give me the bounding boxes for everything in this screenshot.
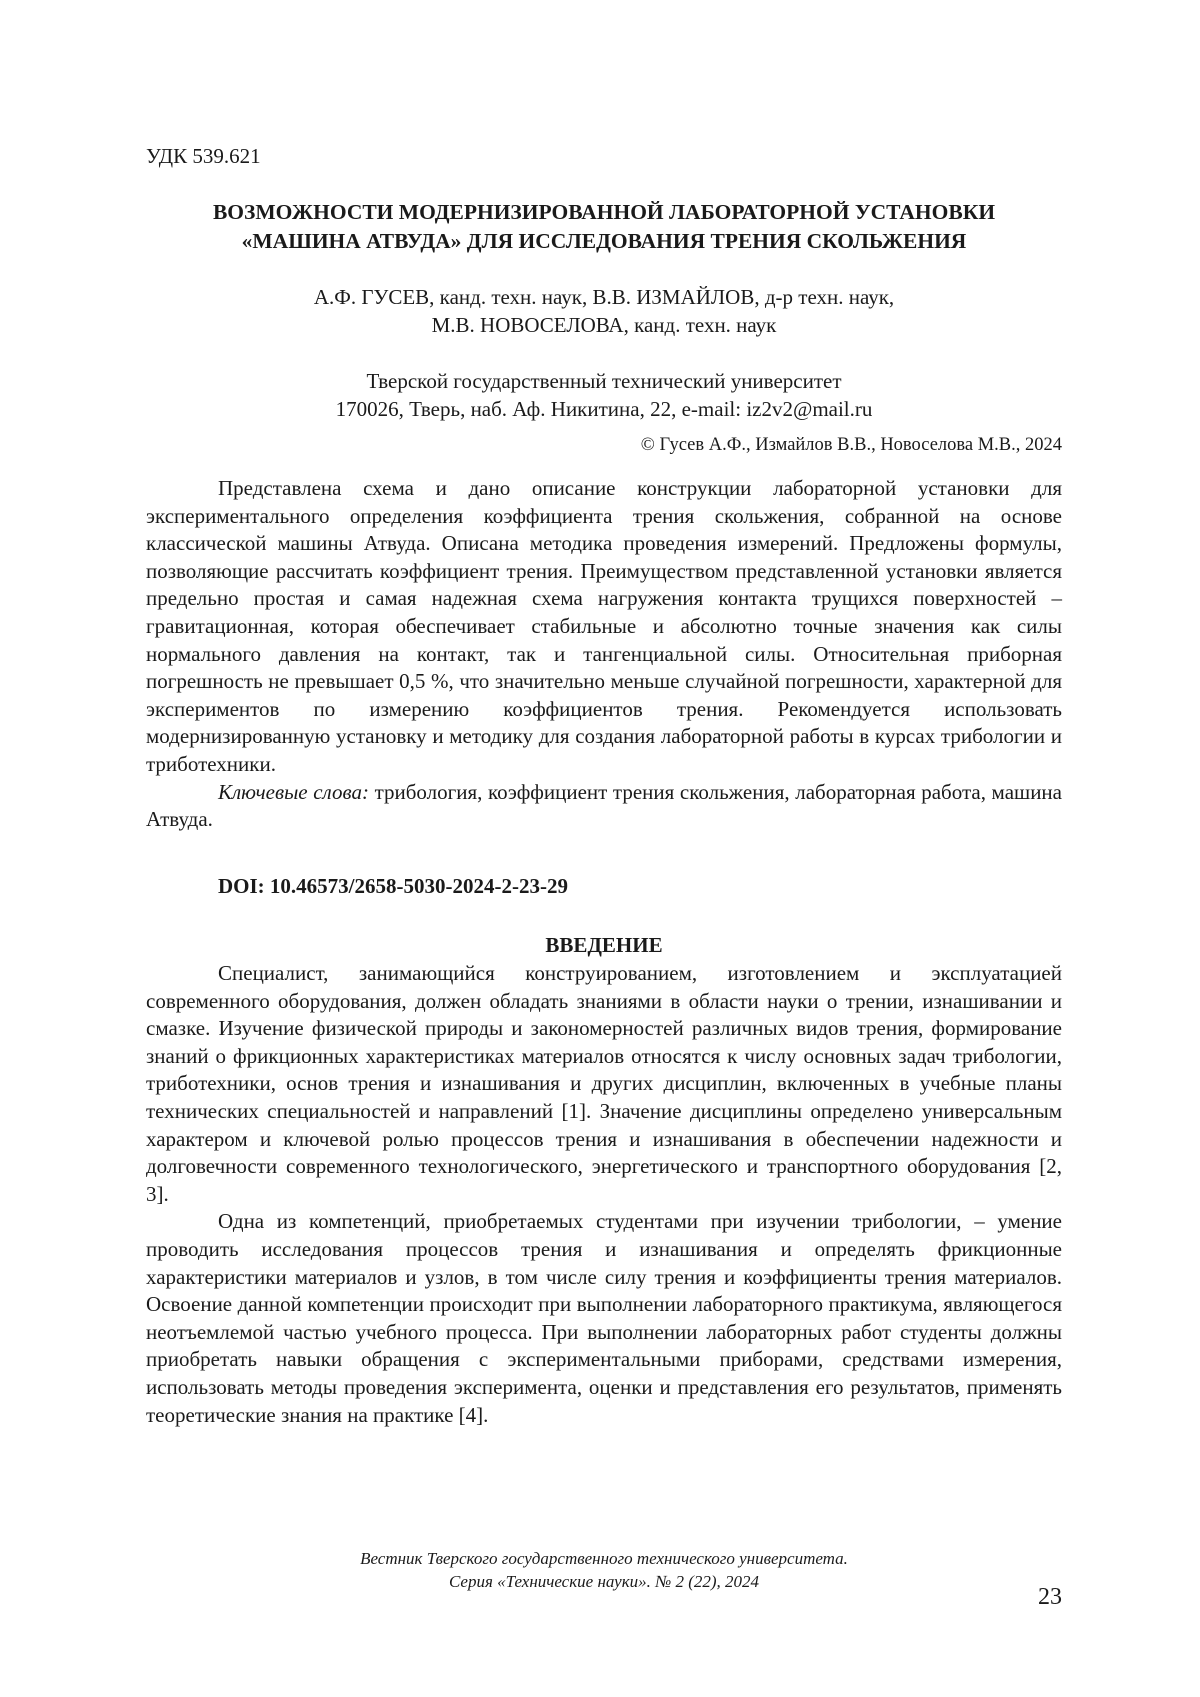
section-heading-introduction: ВВЕДЕНИЕ (146, 933, 1062, 958)
authors-line-1: А.Ф. ГУСЕВ, канд. техн. наук, В.В. ИЗМАЙЛОВ, д-р техн. наук, (146, 283, 1062, 311)
authors (146, 283, 1062, 339)
affiliation-address: 170026, Тверь, наб. Аф. Никитина, 22, e-mail: iz2v2@mail.ru (146, 395, 1062, 423)
article-title (146, 198, 1062, 256)
introduction-paragraph-2: Одна из компетенций, приобретаемых студентами при изучении трибологии, – умение проводить исследования процессов трения и изнашивания и определять фрикционные характеристики материалов и узлов, в том числе силу трения и коэффициенты трения материалов. Освоение данной компетенции происходит при выполнении лабораторного практикума, являющегося неотъемлемой частью учебного процесса. При выполнении лабораторных работ студенты должны приобретать навыки обращения с экспериментальными приборами, средствами измерения, использовать методы проведения эксперимента, оценки и представления его результатов, применять теоретические знания на практике [4]. (146, 1208, 1062, 1429)
keywords-label: Ключевые слова: (218, 780, 369, 804)
article-title-line-1: ВОЗМОЖНОСТИ МОДЕРНИЗИРОВАННОЙ ЛАБОРАТОРНОЙ УСТАНОВКИ (146, 198, 1062, 227)
article-title-line-2: «МАШИНА АТВУДА» ДЛЯ ИССЛЕДОВАНИЯ ТРЕНИЯ СКОЛЬЖЕНИЯ (146, 227, 1062, 256)
keywords (146, 779, 1062, 834)
journal-footer-line-2: Серия «Технические науки». № 2 (22), 2024 (146, 1570, 1062, 1593)
udk-code: УДК 539.621 (146, 144, 261, 169)
journal-footer-line-1: Вестник Тверского государственного технического университета. (146, 1547, 1062, 1570)
abstract-text: Представлена схема и дано описание конструкции лабораторной установки для экспериментального определения коэффициента трения скольжения, собранной на основе классической машины Атвуда. Описана методика проведения измерений. Предложены формулы, позволяющие рассчитать коэффициент трения. Преимуществом представленной установки является предельно простая и самая надежная схема нагружения контакта трущихся поверхностей – гравитационная, которая обеспечивает стабильные и абсолютно точные значения как силы нормального давления на контакт, так и тангенциальной силы. Относительная приборная погрешность не превышает 0,5 %, что значительно меньше случайной погрешности, характерной для экспериментов по измерению коэффициентов трения. Рекомендуется использовать модернизированную установку и методику для создания лабораторной работы в курсах трибологии и триботехники. (146, 475, 1062, 779)
doi: DOI: 10.46573/2658-5030-2024-2-23-29 (218, 874, 568, 899)
journal-footer (146, 1547, 1062, 1593)
introduction-body (146, 960, 1062, 1429)
page-number: 23 (1038, 1584, 1062, 1611)
authors-line-2: М.В. НОВОСЕЛОВА, канд. техн. наук (146, 311, 1062, 339)
abstract (146, 475, 1062, 834)
introduction-paragraph-1: Специалист, занимающийся конструированием, изготовлением и эксплуатацией современного оборудования, должен обладать знаниями в области науки о трении, изнашивании и смазке. Изучение физической природы и закономерностей различных видов трения, формирование знаний о фрикционных характеристиках материалов относятся к числу основных задач трибологии, триботехники, основ трения и изнашивания и других дисциплин, включенных в учебные планы технических специальностей и направлений [1]. Значение дисциплины определено универсальным характером и ключевой ролью процессов трения и изнашивания в обеспечении надежности и долговечности современного технологического, энергетического и транспортного оборудования [2, 3]. (146, 960, 1062, 1208)
affiliation (146, 367, 1062, 423)
affiliation-institution: Тверской государственный технический университет (146, 367, 1062, 395)
copyright-notice: © Гусев А.Ф., Измайлов В.В., Новоселова М.В., 2024 (641, 435, 1062, 456)
keywords-text: трибология, коэффициент трения скольжения, лабораторная работа, машина Атвуда. (146, 780, 1062, 832)
